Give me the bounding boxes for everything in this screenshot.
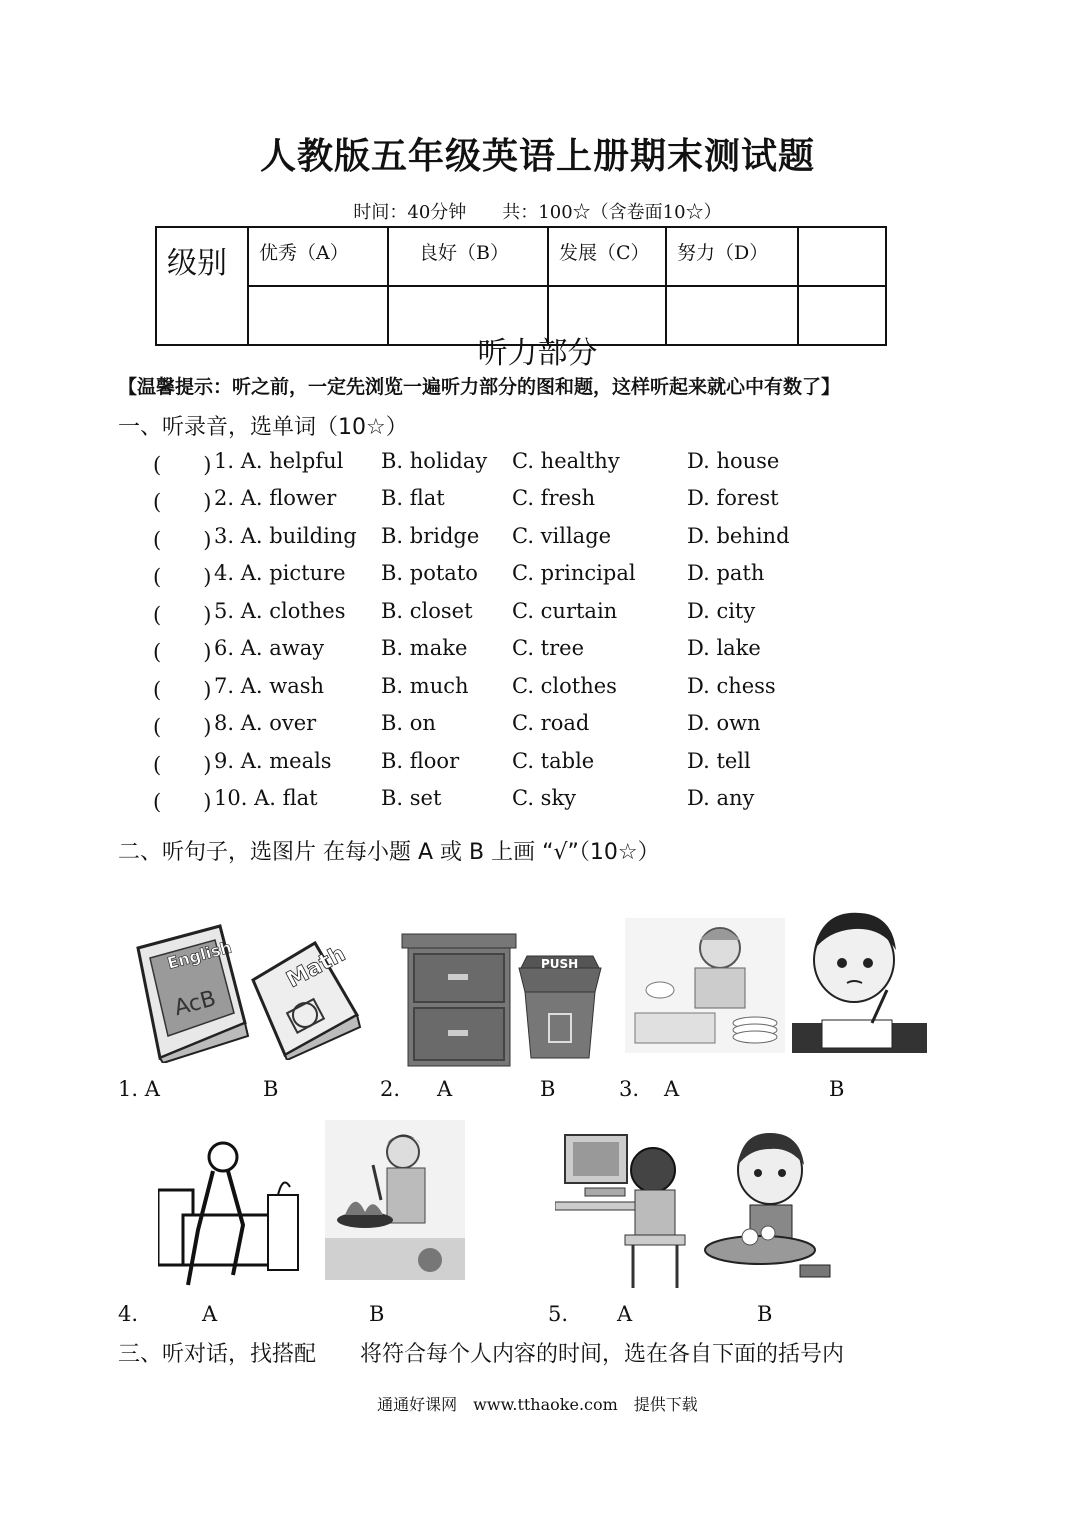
grade-header-a: 优秀（A） [248,227,388,286]
option-a: 9. A. meals [214,749,332,773]
answer-blank[interactable]: ( ) [153,453,212,477]
option-c: C. tree [512,636,585,660]
option-b: B. bridge [381,524,480,548]
question-row [0,786,1075,816]
question-row [0,524,1075,554]
english-book-title: English [165,937,234,973]
section-title: 听力部分 [477,336,598,371]
option-a: 5. A. clothes [214,599,346,623]
option-d: D. own [687,711,761,735]
answer-blank[interactable]: ( ) [153,640,212,664]
option-b: B. make [381,636,468,660]
option-b: B. on [381,711,436,735]
question-row [0,561,1075,591]
math-book-title: Math [282,941,350,994]
answer-blank[interactable]: ( ) [153,490,212,514]
option-d: D. chess [687,674,776,698]
option-a: 1. A. helpful [214,449,344,473]
option-a: 3. A. building [214,524,357,548]
option-a: 6. A. away [214,636,325,660]
question-row [0,711,1075,741]
answer-blank[interactable]: ( ) [153,715,212,739]
row1-label-3b[interactable]: B [829,1077,845,1101]
row2-label-4a[interactable]: A [202,1302,218,1326]
row2-label-4: 4. [118,1302,139,1326]
option-c: C. sky [512,786,577,810]
answer-blank[interactable]: ( ) [153,565,212,589]
option-b: B. flat [381,486,445,510]
option-d: D. lake [687,636,761,660]
question-row [0,636,1075,666]
part1-heading: 一、听录音，选单词（10☆） [118,415,408,440]
boy-washing-dishes-image[interactable] [625,918,785,1053]
option-a: 2. A. flower [214,486,337,510]
math-book-image[interactable] [245,935,365,1060]
option-d: D. house [687,449,780,473]
person-making-bed-image[interactable] [158,1135,303,1290]
answer-blank[interactable]: ( ) [153,790,212,814]
answer-blank[interactable]: ( ) [153,753,212,777]
row2-label-5a[interactable]: A [617,1302,633,1326]
row2-label-4b[interactable]: B [369,1302,385,1326]
tip-text: 【温馨提示：听之前，一定先浏览一遍听力部分的图和题，这样听起来就心中有数了】 [118,376,841,398]
grade-header-blank [798,227,886,286]
option-c: C. curtain [512,599,618,623]
option-c: C. principal [512,561,636,585]
question-row [0,486,1075,516]
question-row [0,449,1075,479]
option-b: B. much [381,674,469,698]
girl-using-computer-image[interactable] [555,1130,695,1290]
option-a: 10. A. flat [214,786,318,810]
bin-push-text: PUSH [541,957,579,971]
option-a: 4. A. picture [214,561,346,585]
row1-label-1a: 1. A [118,1077,160,1101]
question-row [0,749,1075,779]
grade-header-c: 发展（C） [548,227,666,286]
grade-header-b: 良好（B） [388,227,548,286]
grade-level-label: 级别 [156,227,248,345]
option-b: B. holiday [381,449,488,473]
option-d: D. any [687,786,755,810]
answer-blank[interactable]: ( ) [153,528,212,552]
option-d: D. path [687,561,765,585]
row2-label-5: 5. [548,1302,569,1326]
row1-label-2b[interactable]: B [540,1077,556,1101]
option-c: C. road [512,711,590,735]
footer-text: 通通好课网 www.tthaoke.com 提供下载 [377,1395,698,1414]
exam-meta: 时间：40分钟 共：100☆（含卷面10☆） [353,202,722,223]
answer-blank[interactable]: ( ) [153,603,212,627]
cabinet-image[interactable] [400,932,518,1072]
option-c: C. healthy [512,449,620,473]
svg-text:AcB: AcB [171,986,219,1022]
row1-label-1b[interactable]: B [263,1077,279,1101]
option-d: D. tell [687,749,751,773]
option-b: B. potato [381,561,478,585]
option-c: C. clothes [512,674,617,698]
option-d: D. behind [687,524,790,548]
row1-label-2: 2. [380,1077,401,1101]
option-c: C. fresh [512,486,596,510]
row1-label-3a[interactable]: A [664,1077,680,1101]
part3-heading: 三、听对话，找搭配 将符合每个人内容的时间，选在各自下面的括号内 [118,1342,845,1367]
option-b: B. closet [381,599,473,623]
boy-doing-homework-image[interactable] [792,905,927,1053]
english-book-image[interactable] [130,918,250,1063]
woman-cooking-image[interactable] [325,1120,465,1280]
question-row [0,599,1075,629]
trash-bin-image[interactable] [515,948,605,1060]
option-a: 8. A. over [214,711,317,735]
option-d: D. city [687,599,756,623]
option-c: C. table [512,749,595,773]
row1-label-3: 3. [619,1077,640,1101]
option-c: C. village [512,524,612,548]
option-b: B. set [381,786,442,810]
row1-label-2a[interactable]: A [437,1077,453,1101]
question-row [0,674,1075,704]
option-d: D. forest [687,486,779,510]
boy-washing-clothes-image[interactable] [700,1125,845,1285]
page-title: 人教版五年级英语上册期末测试题 [259,136,815,177]
row2-label-5b[interactable]: B [757,1302,773,1326]
option-a: 7. A. wash [214,674,325,698]
part2-heading: 二、听句子，选图片 在每小题 A 或 B 上画 “√”（10☆） [118,840,660,865]
option-b: B. floor [381,749,460,773]
answer-blank[interactable]: ( ) [153,678,212,702]
grade-header-d: 努力（D） [666,227,798,286]
